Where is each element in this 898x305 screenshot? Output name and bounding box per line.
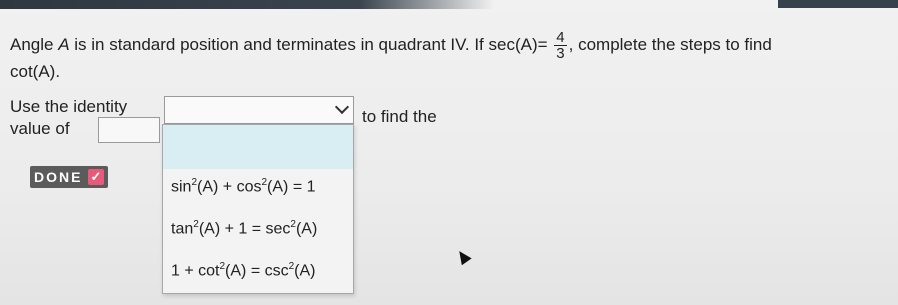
menu-item-tan-sec[interactable]: $\tan^2(A) + 1 = \sec^2(A)$ [171,219,318,238]
identity-menu [162,124,354,294]
top-bar-right [778,0,898,8]
menu-highlight [163,125,353,169]
answer-input[interactable] [98,117,160,143]
var-a: A [58,34,70,54]
mouse-cursor-icon [454,248,471,266]
top-bar [0,0,898,9]
check-icon: ✓ [88,169,104,185]
menu-item-cot-csc[interactable]: $1 + \cot^2(A) = \csc^2(A)$ [171,261,316,280]
question-line2: cot(A). [10,62,61,81]
question-text: Angle A is in standard position and terminates in quadrant IV. If sec(A)= $\frac{4}{3}$ , complete the steps to find cot(A). [10,30,890,83]
fraction: $\frac{4}{3}$ [556,29,565,62]
menu-item-pythagorean[interactable]: $\sin^2(A) + \cos^2(A) = 1$ [171,177,316,196]
value-of-text: value of [10,119,70,138]
identity-dropdown[interactable] [164,96,354,124]
done-button[interactable] [30,166,108,188]
to-find-text: to find the [362,107,437,126]
chevron-down-icon [335,100,349,114]
sec-expression: sec(A)= [488,34,548,54]
use-identity-text: Use the identity [10,97,128,116]
done-label: DONE [34,169,83,185]
